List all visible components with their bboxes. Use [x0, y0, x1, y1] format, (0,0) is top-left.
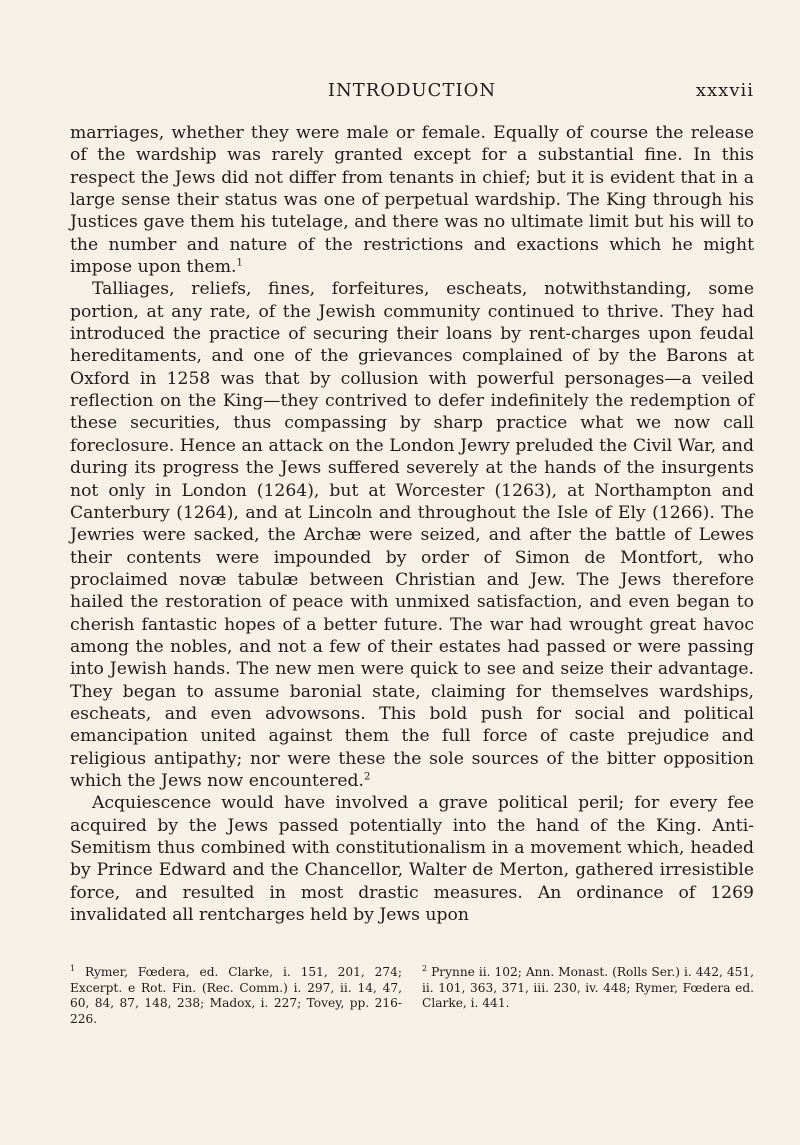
- paragraph-1: [70, 122, 754, 278]
- paragraph-text: Talliages, reliefs, fines, forfeitures, escheats, notwithstanding, some portion, at any rate, of the Jewish community continued to thrive. They had introduced the practice of securing their loans by rent-charges upon feudal hereditaments, and one of the grievances complained of by the Barons at Oxford in 1258 was that by collusion with powerful personages—a veiled reflection on the King—they contrived to defer indefinitely the redemption of these securities, thus compassing by sharp practice what we now call foreclosure. Hence an attack on the London Jewry preluded the Civil War, and during its progress the Jews suffered severely at the hands of the insurgents not only in London (1264), but at Worcester (1263), at Northampton and Canterbury (1264), and at Lincoln and throughout the Isle of Ely (1266). The Jewries were sacked, the Archæ were seized, and after the battle of Lewes their contents were impounded by order of Simon de Montfort, who proclaimed novæ tabulæ between Christian and Jew. The Jews therefore hailed the restoration of peace with unmixed satisfaction, and even began to cherish fantastic hopes of a better future. The war had wrought great havoc among the nobles, and not a few of their estates had passed or were passing into Jewish hands. The new men were quick to see and seize their advantage. They began to assume baronial state, claiming for themselves wardships, escheats, and even advowsons. This bold push for social and political emancipation united against them the full force of caste prejudice and religious antipathy; nor were these the sole sources of the bitter opposition which the Jews now encountered.: [70, 279, 754, 791]
- paragraph-3: [70, 792, 754, 926]
- footnote-mark: 1: [70, 963, 76, 973]
- footnote-2: [422, 965, 754, 1027]
- paragraph-text: Acquiescence would have involved a grave political peril; for every fee acquired by the Jews passed potentially into the hand of the King. Anti-Semitism thus combined with constitutionalism in a movement which, headed by Prince Edward and the Chancellor, Walter de Merton, gathered irresistible force, and resulted in most drastic measures. An ordinance of 1269 invalidated all rentcharges held by Jews upon: [70, 793, 754, 926]
- footnote-text: Prynne ii. 102; Ann. Monast. (Rolls Ser.) i. 442, 451, ii. 101, 363, 371, iii. 230, iv. 448; Rymer, Fœdera ed. Clarke, i. 441.: [422, 965, 754, 1011]
- paragraph-text: marriages, whether they were male or female. Equally of course the release of the wardship was rarely granted except for a substantial fine. In this respect the Jews did not differ from tenants in chief; but it is evident that in a large sense their status was one of perpetual wardship. The King through his Justices gave them his tutelage, and there was no ultimate limit but his will to the number and nature of the restrictions and exactions which he might impose upon them.: [70, 123, 754, 278]
- footnote-1: [70, 965, 402, 1027]
- footnote-mark: 2: [422, 963, 428, 973]
- footnotes: [70, 965, 754, 1027]
- footnote-text: Rymer, Fœdera, ed. Clarke, i. 151, 201, 274; Excerpt. e Rot. Fin. (Rec. Comm.) i. 297, ii. 14, 47, 60, 84, 87, 148, 238; Madox, i. 227; Tovey, pp. 216-226.: [70, 965, 403, 1026]
- paragraph-2: [70, 278, 754, 792]
- footnote-reference: 2: [363, 771, 371, 783]
- page-header: [70, 80, 754, 106]
- main-text: [70, 122, 754, 926]
- page-number: xxxvii: [695, 80, 754, 101]
- footnote-reference: 1: [236, 257, 243, 269]
- running-title: INTRODUCTION: [327, 80, 497, 101]
